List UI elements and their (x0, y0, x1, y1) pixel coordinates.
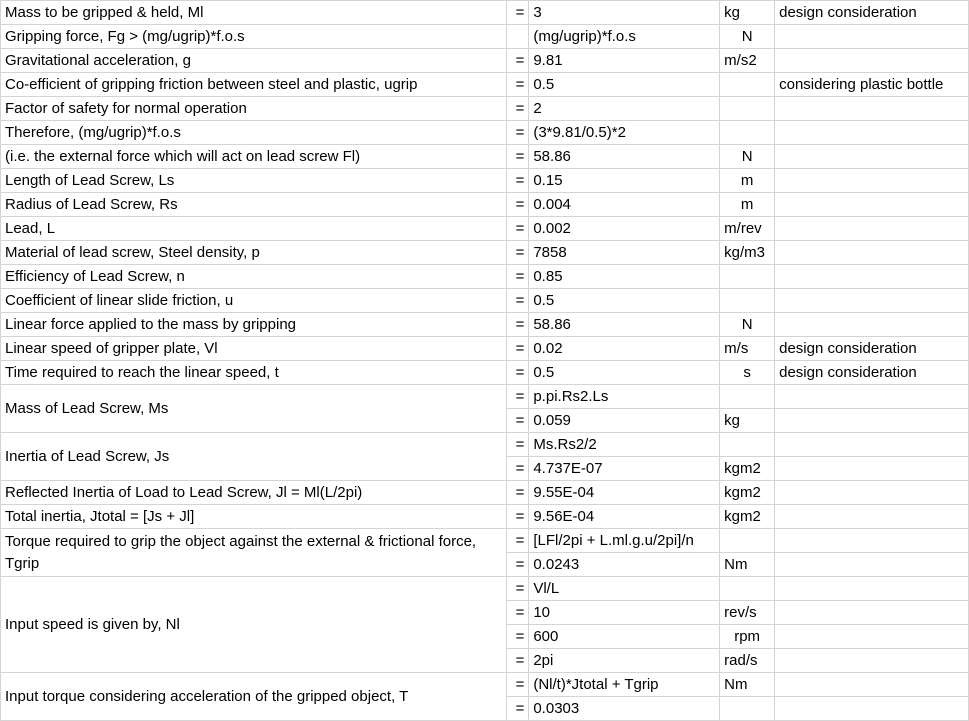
value-cell[interactable]: 10 (529, 601, 720, 625)
equals-cell[interactable]: = (507, 505, 529, 529)
unit-cell[interactable] (720, 385, 775, 409)
table-row (1, 265, 969, 289)
equals-cell[interactable]: = (507, 481, 529, 505)
value-cell[interactable]: 2pi (529, 649, 720, 673)
table-row (1, 481, 969, 505)
value-cell[interactable]: 0.0243 (529, 553, 720, 577)
unit-cell[interactable]: N (720, 313, 775, 337)
table-row (1, 385, 969, 409)
table-row (1, 217, 969, 241)
note-cell[interactable] (775, 49, 969, 73)
note-cell[interactable]: design consideration (775, 361, 969, 385)
value-cell[interactable]: 0.0303 (529, 697, 720, 721)
value-cell[interactable]: 0.02 (529, 337, 720, 361)
value-cell[interactable]: (3*9.81/0.5)*2 (529, 121, 720, 145)
value-cell[interactable]: 0.5 (529, 361, 720, 385)
value-cell[interactable]: 4.737E-07 (529, 457, 720, 481)
equals-cell[interactable]: = (507, 97, 529, 121)
label-cell[interactable]: Efficiency of Lead Screw, n (1, 265, 507, 289)
equals-cell[interactable]: = (507, 49, 529, 73)
note-cell[interactable] (775, 217, 969, 241)
unit-cell[interactable]: Nm (720, 553, 775, 577)
label-cell[interactable]: Linear speed of gripper plate, Vl (1, 337, 507, 361)
label-cell[interactable]: Gripping force, Fg > (mg/ugrip)*f.o.s (1, 25, 507, 49)
unit-cell[interactable] (720, 97, 775, 121)
note-cell[interactable] (775, 649, 969, 673)
note-cell[interactable] (775, 553, 969, 577)
label-cell[interactable]: Torque required to grip the object against the external & frictional force, Tgrip (1, 529, 507, 577)
label-cell[interactable]: Reflected Inertia of Load to Lead Screw, Jl = Ml(L/2pi) (1, 481, 507, 505)
equals-cell[interactable]: = (507, 625, 529, 649)
note-cell[interactable] (775, 145, 969, 169)
value-cell[interactable]: 9.55E-04 (529, 481, 720, 505)
value-cell[interactable]: 3 (529, 1, 720, 25)
value-cell[interactable]: (mg/ugrip)*f.o.s (529, 25, 720, 49)
note-cell[interactable]: considering plastic bottle (775, 73, 969, 97)
table-row (1, 121, 969, 145)
equals-cell[interactable]: = (507, 577, 529, 601)
table-row (1, 73, 969, 97)
note-cell[interactable] (775, 121, 969, 145)
equals-cell[interactable]: = (507, 73, 529, 97)
equals-cell[interactable]: = (507, 385, 529, 409)
unit-cell[interactable]: m (720, 193, 775, 217)
label-cell[interactable]: Mass of Lead Screw, Ms (1, 385, 507, 433)
label-cell[interactable]: Length of Lead Screw, Ls (1, 169, 507, 193)
unit-cell[interactable]: kg (720, 1, 775, 25)
value-cell[interactable]: 9.56E-04 (529, 505, 720, 529)
table-row (1, 1, 969, 25)
table-row (1, 289, 969, 313)
note-cell[interactable] (775, 625, 969, 649)
value-cell[interactable]: p.pi.Rs2.Ls (529, 385, 720, 409)
note-cell[interactable] (775, 289, 969, 313)
equals-cell[interactable]: = (507, 433, 529, 457)
sheet-body (1, 1, 969, 721)
unit-cell[interactable]: kgm2 (720, 505, 775, 529)
note-cell[interactable] (775, 25, 969, 49)
note-cell[interactable] (775, 241, 969, 265)
value-cell[interactable]: 2 (529, 97, 720, 121)
value-cell[interactable]: 58.86 (529, 313, 720, 337)
note-cell[interactable] (775, 265, 969, 289)
note-cell[interactable] (775, 577, 969, 601)
note-cell[interactable]: design consideration (775, 337, 969, 361)
unit-cell[interactable]: rev/s (720, 601, 775, 625)
table-row (1, 49, 969, 73)
table-row (1, 433, 969, 457)
equals-cell[interactable]: = (507, 337, 529, 361)
unit-cell[interactable] (720, 529, 775, 553)
equals-cell[interactable]: = (507, 193, 529, 217)
table-row (1, 673, 969, 697)
table-row (1, 97, 969, 121)
value-cell[interactable]: Ms.Rs2/2 (529, 433, 720, 457)
label-cell[interactable]: (i.e. the external force which will act on lead screw Fl) (1, 145, 507, 169)
value-cell[interactable]: 0.5 (529, 289, 720, 313)
label-cell[interactable]: Therefore, (mg/ugrip)*f.o.s (1, 121, 507, 145)
table-row (1, 313, 969, 337)
unit-cell[interactable]: kgm2 (720, 457, 775, 481)
value-cell[interactable]: 0.5 (529, 73, 720, 97)
table-row (1, 337, 969, 361)
unit-cell[interactable]: kgm2 (720, 481, 775, 505)
value-cell[interactable]: 600 (529, 625, 720, 649)
note-cell[interactable]: design consideration (775, 1, 969, 25)
unit-cell[interactable] (720, 265, 775, 289)
note-cell[interactable] (775, 673, 969, 697)
label-cell[interactable]: Linear force applied to the mass by gripping (1, 313, 507, 337)
label-cell[interactable]: Material of lead screw, Steel density, p (1, 241, 507, 265)
unit-cell[interactable]: rpm (720, 625, 775, 649)
note-cell[interactable] (775, 409, 969, 433)
equals-cell[interactable]: = (507, 361, 529, 385)
note-cell[interactable] (775, 601, 969, 625)
label-cell[interactable]: Gravitational acceleration, g (1, 49, 507, 73)
value-cell[interactable]: (Nl/t)*Jtotal + Tgrip (529, 673, 720, 697)
value-cell[interactable]: 0.15 (529, 169, 720, 193)
unit-cell[interactable]: m/s2 (720, 49, 775, 73)
table-row (1, 193, 969, 217)
equals-cell[interactable]: = (507, 289, 529, 313)
unit-cell[interactable]: m (720, 169, 775, 193)
equals-cell[interactable]: = (507, 169, 529, 193)
label-cell[interactable]: Input speed is given by, Nl (1, 577, 507, 673)
value-cell[interactable]: 0.059 (529, 409, 720, 433)
unit-cell[interactable] (720, 577, 775, 601)
table-row (1, 361, 969, 385)
unit-cell[interactable] (720, 289, 775, 313)
note-cell[interactable] (775, 193, 969, 217)
equals-cell[interactable]: = (507, 649, 529, 673)
equals-cell[interactable]: = (507, 673, 529, 697)
equals-cell[interactable]: = (507, 241, 529, 265)
unit-cell[interactable]: kg/m3 (720, 241, 775, 265)
unit-cell[interactable] (720, 433, 775, 457)
label-cell[interactable]: Factor of safety for normal operation (1, 97, 507, 121)
unit-cell[interactable]: m/s (720, 337, 775, 361)
unit-cell[interactable]: Nm (720, 673, 775, 697)
equals-cell[interactable]: = (507, 1, 529, 25)
equals-cell[interactable]: = (507, 409, 529, 433)
value-cell[interactable]: 0.004 (529, 193, 720, 217)
table-row (1, 241, 969, 265)
equals-cell[interactable]: = (507, 529, 529, 553)
equals-cell[interactable]: = (507, 697, 529, 721)
note-cell[interactable] (775, 697, 969, 721)
value-cell[interactable]: 9.81 (529, 49, 720, 73)
unit-cell[interactable]: rad/s (720, 649, 775, 673)
unit-cell[interactable]: m/rev (720, 217, 775, 241)
label-cell[interactable]: Inertia of Lead Screw, Js (1, 433, 507, 481)
equals-cell[interactable]: = (507, 217, 529, 241)
note-cell[interactable] (775, 457, 969, 481)
label-cell[interactable]: Coefficient of linear slide friction, u (1, 289, 507, 313)
equals-cell[interactable]: = (507, 457, 529, 481)
value-cell[interactable]: 7858 (529, 241, 720, 265)
unit-cell[interactable]: kg (720, 409, 775, 433)
label-cell[interactable]: Total inertia, Jtotal = [Js + Jl] (1, 505, 507, 529)
label-cell[interactable]: Radius of Lead Screw, Rs (1, 193, 507, 217)
label-cell[interactable]: Lead, L (1, 217, 507, 241)
unit-cell[interactable]: N (720, 145, 775, 169)
value-cell[interactable]: Vl/L (529, 577, 720, 601)
equals-cell[interactable]: = (507, 145, 529, 169)
equals-cell[interactable]: = (507, 601, 529, 625)
label-cell[interactable]: Mass to be gripped & held, Ml (1, 1, 507, 25)
equals-cell[interactable]: = (507, 265, 529, 289)
note-cell[interactable] (775, 97, 969, 121)
label-cell[interactable]: Co-efficient of gripping friction between steel and plastic, ugrip (1, 73, 507, 97)
value-cell[interactable]: 58.86 (529, 145, 720, 169)
note-cell[interactable] (775, 433, 969, 457)
value-cell[interactable]: 0.002 (529, 217, 720, 241)
table-row (1, 505, 969, 529)
label-cell[interactable]: Input torque considering acceleration of the gripped object, T (1, 673, 507, 721)
unit-cell[interactable] (720, 73, 775, 97)
note-cell[interactable] (775, 505, 969, 529)
label-cell[interactable]: Time required to reach the linear speed, t (1, 361, 507, 385)
note-cell[interactable] (775, 529, 969, 553)
table-row (1, 577, 969, 601)
table-row (1, 529, 969, 553)
unit-cell[interactable]: s (720, 361, 775, 385)
equals-cell[interactable]: = (507, 121, 529, 145)
value-cell[interactable]: 0.85 (529, 265, 720, 289)
table-row (1, 25, 969, 49)
note-cell[interactable] (775, 481, 969, 505)
equals-cell[interactable] (507, 25, 529, 49)
unit-cell[interactable] (720, 121, 775, 145)
unit-cell[interactable]: N (720, 25, 775, 49)
unit-cell[interactable] (720, 697, 775, 721)
equals-cell[interactable]: = (507, 313, 529, 337)
table-row (1, 169, 969, 193)
note-cell[interactable] (775, 385, 969, 409)
note-cell[interactable] (775, 169, 969, 193)
table-row (1, 145, 969, 169)
value-cell[interactable]: [LFl/2pi + L.ml.g.u/2pi]/n (529, 529, 720, 553)
note-cell[interactable] (775, 313, 969, 337)
equals-cell[interactable]: = (507, 553, 529, 577)
